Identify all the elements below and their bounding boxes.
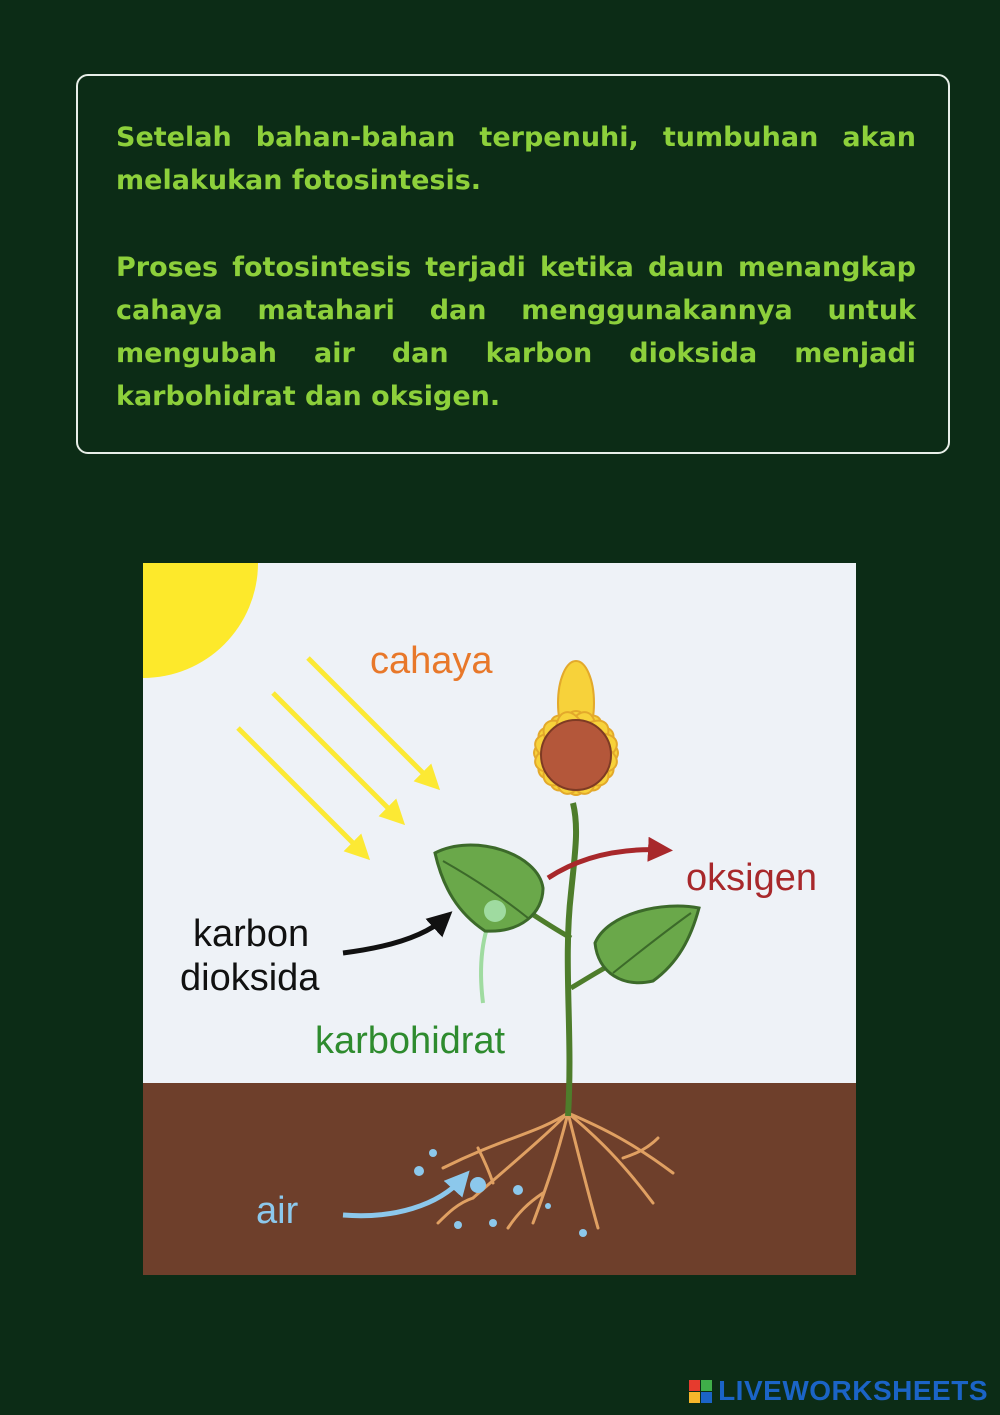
label-water: air [256, 1190, 299, 1232]
label-oxygen: oksigen [686, 857, 817, 899]
liveworksheets-watermark [689, 1375, 988, 1407]
label-light: cahaya [370, 640, 493, 682]
label-carbon-dioxide-line1: karbon [193, 913, 310, 955]
sky-background [143, 563, 856, 1083]
label-carbon-dioxide-line2: dioksida [180, 957, 320, 999]
label-carbohydrate: karbohidrat [315, 1020, 506, 1062]
text-panel [76, 74, 950, 454]
paragraph-process: Proses fotosintesis terjadi ketika daun menangkap cahaya matahari dan menggunakannya untuk mengubah air dan karbon dioksida menjadi karbohidrat dan oksigen. [116, 252, 916, 412]
photosynthesis-diagram [143, 563, 856, 1275]
paragraph-intro: Setelah bahan-bahan terpenuhi, tumbuhan akan melakukan fotosintesis. [116, 122, 916, 196]
liveworksheets-logo-icon [689, 1380, 712, 1403]
carbohydrate-dot [484, 900, 506, 922]
soil-ground [143, 1083, 856, 1275]
liveworksheets-brand: LIVEWORKSHEETS [718, 1375, 988, 1406]
